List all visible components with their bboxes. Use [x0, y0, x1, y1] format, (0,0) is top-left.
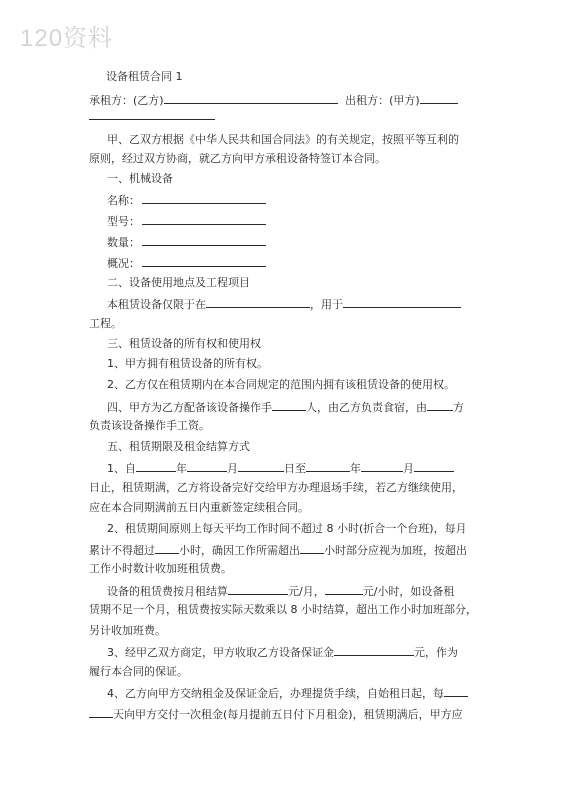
- lessee-blank: [164, 92, 338, 104]
- section-4-para: 四、甲方为乙方配备该设备操作手 人，由乙方负责食宿，由 方: [107, 401, 464, 414]
- section-2-title: 二、设备使用地点及工程项目: [107, 276, 250, 289]
- intro-line-1: 甲、乙双方根据《中华人民共和国合同法》的有关规定，按照平等互利的: [107, 133, 459, 146]
- lessor-label: 出租方：(甲方): [345, 94, 420, 107]
- field-quantity: 数量：: [107, 234, 266, 250]
- section-3-item-1: 1、甲方拥有租赁设备的所有权。: [107, 357, 268, 370]
- section-3-item-2: 2、乙方仅在租赁期内在本合同规定的范围内拥有该租赁设备的使用权。: [107, 378, 455, 391]
- section-5-item-3: 3、经甲乙双方商定，甲方收取乙方设备保证金 元，作为: [107, 646, 458, 659]
- section-4-para-end: 负责该设备操作手工资。: [89, 419, 210, 432]
- section-5-item-1-last: 应在本合同期满前五日内重新签定续租合同。: [89, 501, 309, 514]
- section-1-title: 一、机械设备: [107, 172, 173, 185]
- section-5-item-2: 2、租赁期间原则上每天平均工作时间不超过 8 小时(折合一个台班)，每月: [107, 522, 467, 535]
- section-5-item-1: 1、自 年 月 日至 年 月: [107, 460, 454, 476]
- section-5-rent-cont: 赁期不足一个月，租赁费按实际天数乘以 8 小时结算，超出工作小时加班部分，: [89, 603, 477, 616]
- watermark: 120资料: [20, 25, 114, 52]
- section-5-title: 五、租赁期限及租金结算方式: [107, 440, 250, 453]
- section-5-item-1-cont: 日止，租赁期满，乙方将设备完好交给甲方办理退场手续，若乙方继续使用，: [89, 481, 463, 494]
- section-5-rent: 设备的租赁费按月租结算 元/月， 元/小时，如设备租: [107, 585, 455, 598]
- section-5-item-3-last: 履行本合同的保证。: [89, 665, 188, 678]
- section-2-para-end: 工程。: [89, 317, 122, 330]
- field-model: 型号：: [107, 213, 266, 229]
- document-title: 设备租赁合同 1: [106, 70, 183, 83]
- section-5-item-4: 4、乙方向甲方交纳租金及保证金后，办理提货手续，自始租日起，每: [107, 685, 468, 701]
- section-2-para: 本租赁设备仅限于在 ，用于: [107, 296, 461, 312]
- section-3-title: 三、租赁设备的所有权和使用权: [107, 337, 261, 350]
- field-overview: 概况：: [107, 255, 266, 271]
- field-name: 名称：: [107, 192, 266, 208]
- section-5-item-4-cont: 天向甲方交付一次租金(每月提前五日付下月租金)，租赁期满后，甲方应: [89, 706, 463, 722]
- lessor-blank: [420, 92, 458, 104]
- lessor-blank-continued: [89, 108, 215, 124]
- section-5-item-2-cont: 累计不得超过 小时，确因工作所需超出 小时部分应视为加班，按超出: [89, 544, 467, 557]
- section-5-rent-last: 另计收加班费。: [89, 624, 166, 637]
- section-5-item-2-last: 工作小时数计收加班租赁费。: [89, 562, 232, 575]
- intro-line-2: 原则，经过双方协商，就乙方向甲方承租设备特签订本合同。: [89, 152, 386, 165]
- parties-line: [89, 92, 458, 108]
- lessee-label: 承租方：(乙方): [89, 94, 164, 107]
